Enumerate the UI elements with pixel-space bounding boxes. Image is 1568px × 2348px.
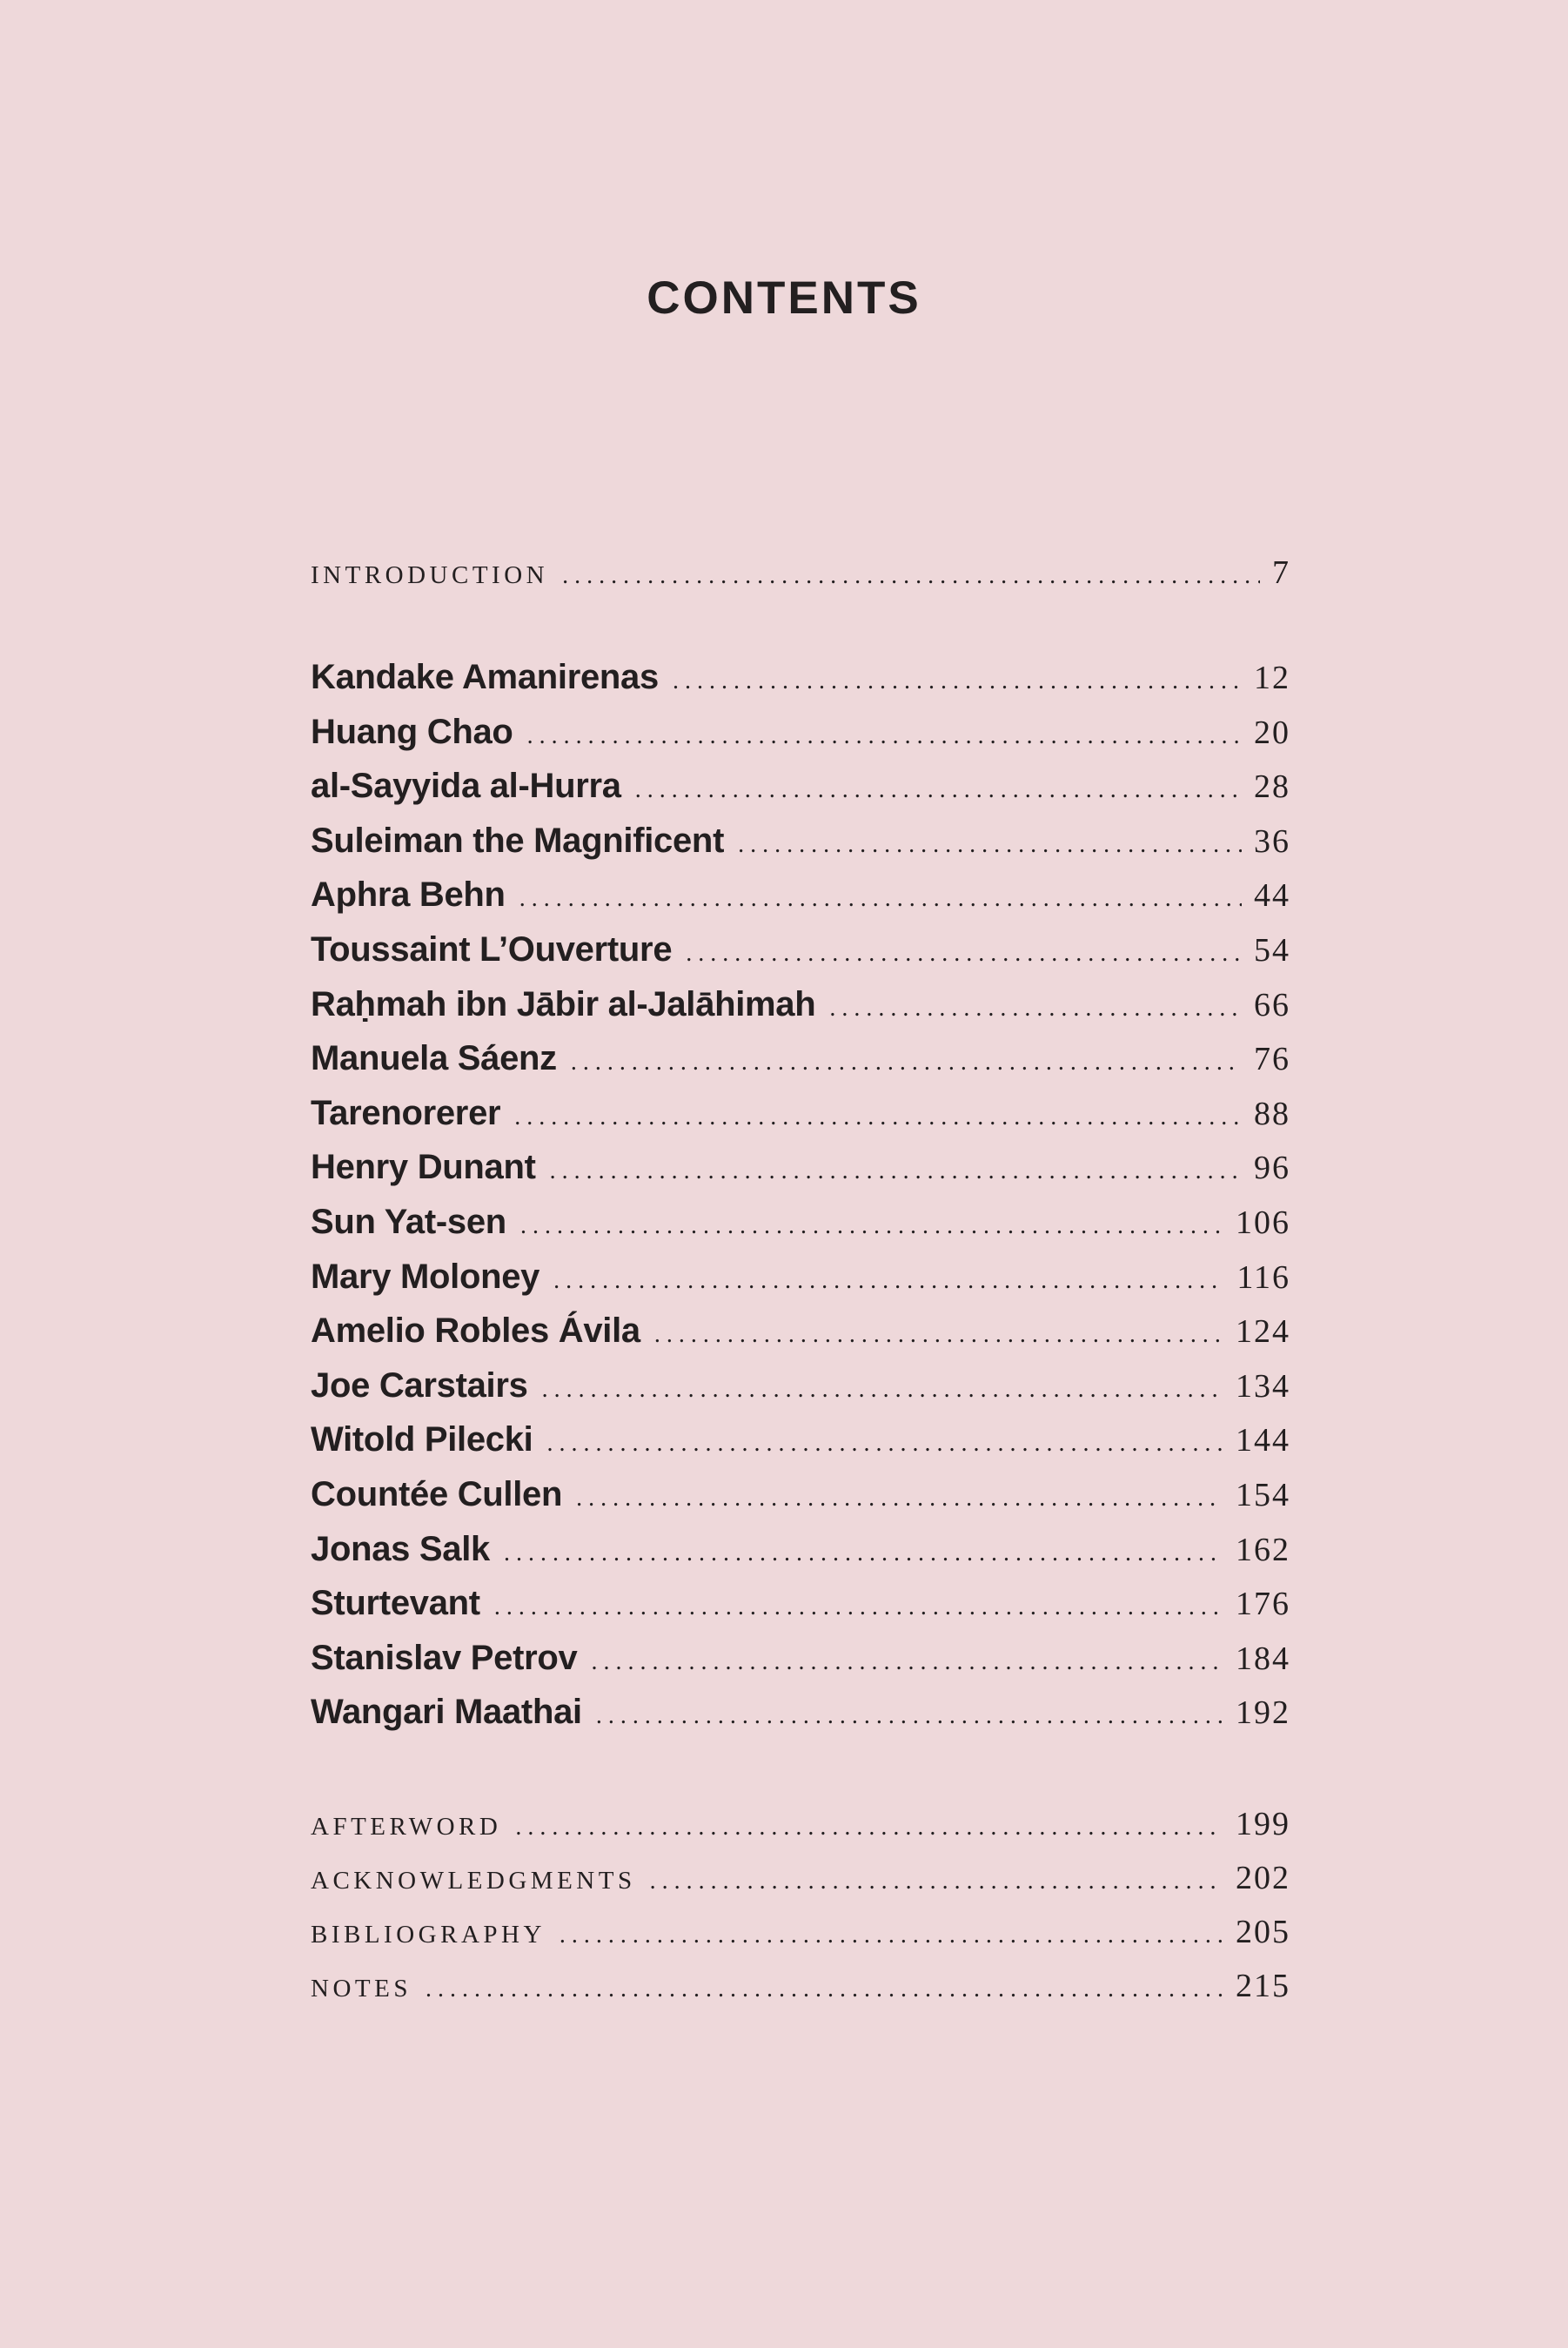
dot-leader (547, 1430, 1224, 1458)
toc-entry-page: 7 (1272, 554, 1290, 591)
dot-leader (571, 1049, 1242, 1077)
toc-entry-page: 192 (1236, 1694, 1290, 1732)
toc-entry-chapter[interactable] (311, 767, 1290, 822)
toc-entry-chapter[interactable] (311, 1148, 1290, 1203)
toc-entry-chapter[interactable] (311, 875, 1290, 930)
toc-entry-page: 66 (1254, 986, 1290, 1023)
dot-leader (829, 995, 1242, 1023)
dot-leader (596, 1702, 1223, 1730)
toc-entry-label: al-Sayyida al-Hurra (311, 767, 621, 806)
toc-entry-page: 205 (1236, 1914, 1290, 1950)
toc-entry-page: 144 (1236, 1422, 1290, 1459)
toc-entry-page: 28 (1254, 768, 1290, 806)
toc-entry-label: NOTES (311, 1975, 412, 2003)
toc-entry-page: 88 (1254, 1095, 1290, 1132)
dot-leader (494, 1593, 1223, 1621)
toc-entry-chapter[interactable] (311, 1530, 1290, 1585)
toc-entry-label: Stanislav Petrov (311, 1638, 578, 1677)
dot-leader (504, 1540, 1223, 1567)
toc-entry-page: 154 (1236, 1476, 1290, 1513)
toc-entry-label: INTRODUCTION (311, 561, 549, 589)
chapter-list (311, 658, 1290, 1748)
dot-leader (591, 1648, 1223, 1676)
toc-entry-chapter[interactable] (311, 1312, 1290, 1366)
toc-entry-label: Raḥmah ibn Jābir al-Jalāhimah (311, 984, 816, 1023)
front-matter-list (311, 553, 1290, 607)
toc-entry-page: 124 (1236, 1313, 1290, 1351)
toc-entry-page: 184 (1236, 1640, 1290, 1677)
toc-entry-chapter[interactable] (311, 1584, 1290, 1639)
page-title: CONTENTS (647, 272, 921, 324)
toc-entry-page: 116 (1236, 1258, 1290, 1296)
toc-entry-introduction[interactable] (311, 553, 1290, 607)
toc-entry-page: 202 (1236, 1860, 1290, 1896)
toc-entry-page: 96 (1254, 1150, 1290, 1187)
toc-entry-acknowledgments[interactable] (311, 1859, 1290, 1913)
toc-entry-page: 20 (1254, 714, 1290, 751)
dot-leader (527, 722, 1242, 750)
toc-entry-page: 134 (1236, 1367, 1290, 1405)
toc-entry-page: 106 (1236, 1204, 1290, 1241)
toc-entry-label: Countée Cullen (311, 1474, 563, 1513)
dot-leader (553, 1267, 1224, 1295)
toc-entry-chapter[interactable] (311, 1420, 1290, 1475)
toc-entry-page: 12 (1254, 660, 1290, 696)
toc-entry-label: Toussaint L’Ouverture (311, 929, 673, 969)
toc-entry-label: Joe Carstairs (311, 1365, 528, 1405)
toc-entry-label: Huang Chao (311, 712, 513, 751)
toc-entry-chapter[interactable] (311, 1094, 1290, 1149)
dot-leader (654, 1321, 1223, 1349)
toc-entry-notes[interactable] (311, 1967, 1290, 2021)
toc-entry-chapter[interactable] (311, 1639, 1290, 1694)
toc-entry-page: 44 (1254, 877, 1290, 915)
back-matter-list (311, 1805, 1290, 2021)
toc-entry-page: 76 (1254, 1041, 1290, 1078)
toc-entry-page: 199 (1236, 1806, 1290, 1842)
dot-leader (635, 776, 1242, 804)
toc-entry-label: Aphra Behn (311, 875, 506, 915)
toc-entry-chapter[interactable] (311, 1258, 1290, 1312)
toc-entry-label: BIBLIOGRAPHY (311, 1921, 546, 1949)
toc-entry-label: Tarenorerer (311, 1093, 501, 1132)
toc-entry-chapter[interactable] (311, 1693, 1290, 1748)
toc-entry-label: Mary Moloney (311, 1257, 540, 1296)
dot-leader (520, 1212, 1223, 1240)
toc-entry-label: Henry Dunant (311, 1148, 536, 1187)
toc-entry-label: Sun Yat-sen (311, 1202, 506, 1241)
toc-entry-label: Kandake Amanirenas (311, 658, 659, 696)
toc-entry-bibliography[interactable] (311, 1913, 1290, 1967)
dot-leader (519, 885, 1242, 913)
toc-entry-chapter[interactable] (311, 1475, 1290, 1530)
dot-leader (514, 1104, 1242, 1131)
toc-entry-chapter[interactable] (311, 822, 1290, 876)
toc-entry-label: Witold Pilecki (311, 1420, 533, 1459)
toc-entry-label: Amelio Robles Ávila (311, 1312, 640, 1351)
dot-leader (550, 1157, 1242, 1185)
toc-entry-chapter[interactable] (311, 658, 1290, 713)
toc-entry-chapter[interactable] (311, 1039, 1290, 1094)
toc-entry-label: AFTERWORD (311, 1813, 502, 1841)
toc-entry-afterword[interactable] (311, 1805, 1290, 1859)
dot-leader (673, 668, 1242, 695)
toc-entry-page: 162 (1236, 1531, 1290, 1568)
dot-leader (576, 1485, 1223, 1513)
toc-entry-chapter[interactable] (311, 1366, 1290, 1421)
toc-entry-page: 176 (1236, 1586, 1290, 1623)
toc-entry-label: Jonas Salk (311, 1529, 491, 1568)
toc-entry-chapter[interactable] (311, 985, 1290, 1040)
toc-entry-label: ACKNOWLEDGMENTS (311, 1867, 636, 1895)
dot-leader (515, 1814, 1223, 1842)
toc-entry-chapter[interactable] (311, 1203, 1290, 1258)
toc-entry-page: 54 (1254, 931, 1290, 969)
toc-entry-chapter[interactable] (311, 713, 1290, 768)
dot-leader (426, 1976, 1223, 2003)
dot-leader (542, 1376, 1223, 1404)
dot-leader (738, 831, 1242, 859)
toc-entry-label: Suleiman the Magnificent (311, 821, 725, 860)
dot-leader (560, 1922, 1223, 1949)
toc-entry-page: 215 (1236, 1968, 1290, 2004)
dot-leader (650, 1868, 1223, 1895)
toc-entry-chapter[interactable] (311, 930, 1290, 985)
dot-leader (686, 940, 1242, 968)
toc-entry-page: 36 (1254, 822, 1290, 860)
toc-entry-label: Manuela Sáenz (311, 1039, 557, 1078)
toc-entry-label: Sturtevant (311, 1584, 480, 1623)
toc-entry-label: Wangari Maathai (311, 1693, 582, 1732)
dot-leader (562, 562, 1260, 590)
